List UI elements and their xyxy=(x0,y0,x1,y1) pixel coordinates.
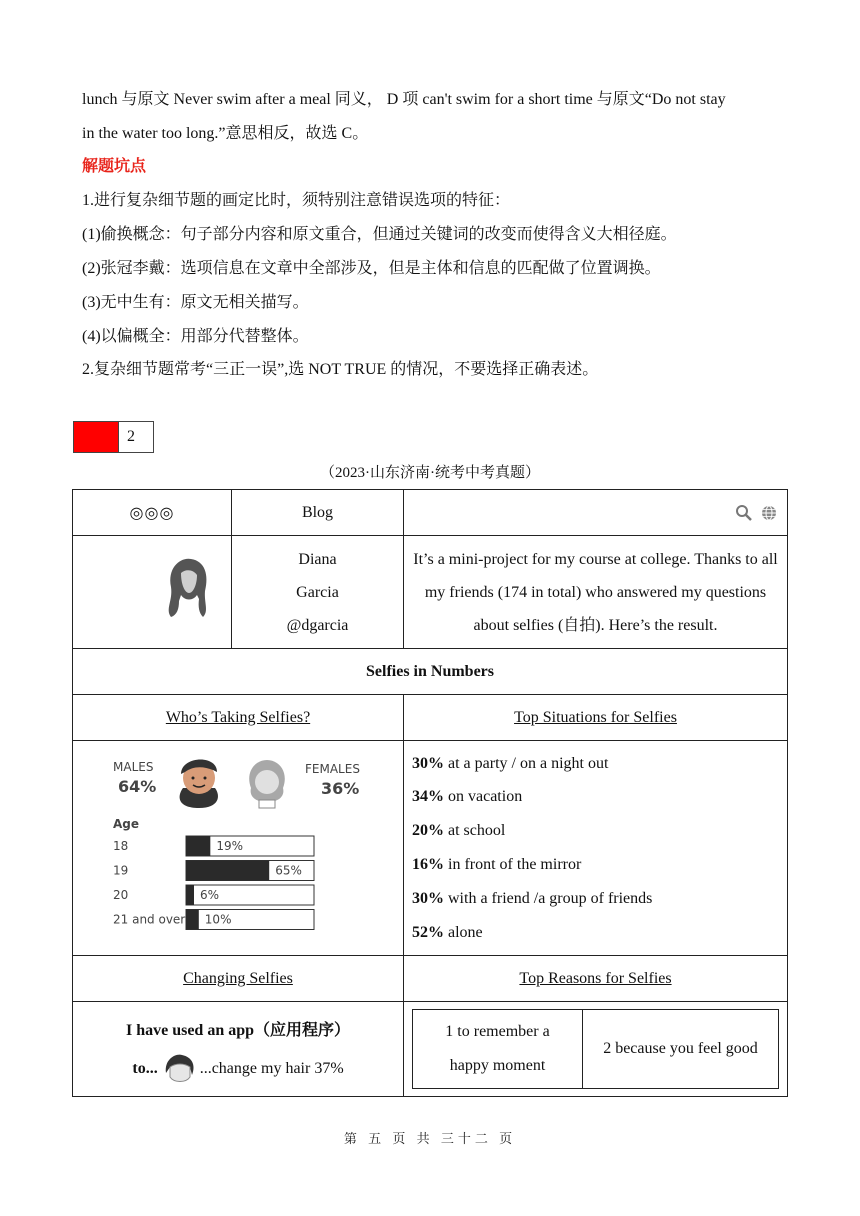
age-bar xyxy=(186,910,199,930)
question-number: 2 xyxy=(119,421,154,453)
age-bar-value-label: 6% xyxy=(200,888,220,902)
question-source: （2023·山东济南·统考中考真题） xyxy=(320,465,540,481)
females-label: FEMALES xyxy=(305,762,360,776)
age-bar xyxy=(186,861,269,881)
age-bar-value-label: 65% xyxy=(275,863,302,878)
males-value: 64% xyxy=(118,777,157,796)
situation-item: 34% on vacation xyxy=(412,788,523,806)
profile-handle[interactable]: @dgarcia xyxy=(286,616,349,634)
profile-name-cell xyxy=(232,536,404,649)
question-number-box xyxy=(73,421,154,453)
reason-1: 1 to remember a happy moment xyxy=(413,1010,583,1089)
blog-table xyxy=(72,489,788,1097)
profile-avatar-cell xyxy=(73,536,232,649)
body-line: 2.复杂细节题常考“三正一误”,选 NOT TRUE 的情况，不要选择正确表述。 xyxy=(82,361,599,378)
who-title: Who’s Taking Selfies? xyxy=(73,695,404,741)
profile-last-name: Garcia xyxy=(296,583,339,601)
age-bar-value-label: 10% xyxy=(204,912,232,927)
blog-title: Blog xyxy=(232,490,404,536)
section-title: Selfies in Numbers xyxy=(73,649,788,695)
age-category-label: 20 xyxy=(113,888,129,902)
situations-list xyxy=(404,741,788,956)
reasons-cell xyxy=(404,1002,788,1097)
changing-app-line: I have used an app（应用程序） xyxy=(125,1022,351,1039)
females-value: 36% xyxy=(321,779,360,798)
gender-age-cell xyxy=(73,741,404,956)
section-heading: 解题坑点 xyxy=(82,158,147,175)
changing-cell xyxy=(73,1002,404,1097)
age-category-label: 19 xyxy=(113,863,129,878)
age-label: Age xyxy=(113,817,140,831)
body-line: (1)偷换概念：句子部分内容和原文重合，但通过关键词的改变而使得含义大相径庭。 xyxy=(82,226,677,243)
changing-to: to... xyxy=(132,1060,158,1077)
male-icon xyxy=(180,759,218,808)
reasons-table xyxy=(412,1009,779,1089)
situation-item: 52% alone xyxy=(412,923,483,941)
body-line: (2)张冠李戴：选项信息在文章中全部涉及，但是主体和信息的匹配做了位置调换。 xyxy=(82,260,661,277)
situation-item: 30% with a friend /a group of friends xyxy=(412,889,653,907)
males-label: MALES xyxy=(113,760,154,774)
age-category-label: 18 xyxy=(113,839,129,853)
reasons-title: Top Reasons for Selfies xyxy=(404,956,788,1002)
age-category-label: 21 and over xyxy=(113,912,186,927)
window-dots: ◎◎◎ xyxy=(73,490,232,536)
hair-icon xyxy=(162,1053,196,1085)
age-bar xyxy=(186,836,210,856)
body-line: (3)无中生有：原文无相关描写。 xyxy=(82,294,309,311)
situation-item: 16% in front of the mirror xyxy=(412,856,582,873)
changing-hair-line xyxy=(73,1051,403,1087)
changing-title: Changing Selfies xyxy=(73,956,404,1002)
age-bar xyxy=(186,885,194,905)
profile-first-name: Diana xyxy=(298,550,337,568)
body-line: (4)以偏概全：用部分代替整体。 xyxy=(82,328,309,345)
body-line: in the water too long.”意思相反，故选 C。 xyxy=(82,125,369,142)
changing-rest: ...change my hair 37% xyxy=(199,1060,344,1077)
situation-item: 20% at school xyxy=(412,822,506,840)
situations-title: Top Situations for Selfies xyxy=(404,695,788,741)
question-marker xyxy=(73,421,119,453)
age-bar-chart xyxy=(113,836,314,930)
search-icon[interactable] xyxy=(735,504,753,522)
avatar xyxy=(157,555,217,625)
situation-item: 30% at a party / on a night out xyxy=(412,754,609,772)
age-bar-value-label: 19% xyxy=(216,839,243,853)
gender-age-infographic xyxy=(73,742,403,954)
globe-icon[interactable] xyxy=(761,505,777,521)
page-footer: 第 五 页 共 三十二 页 xyxy=(343,1131,517,1146)
blog-toolbar xyxy=(404,490,788,536)
reason-2: 2 because you feel good xyxy=(583,1010,779,1089)
body-line: lunch 与原文 Never swim after a meal 同义， D 项 can't swim for a short time 与原文“Do not stay xyxy=(82,91,726,108)
body-line: 1.进行复杂细节题的画定比时，须特别注意错误选项的特征： xyxy=(82,192,511,209)
blog-intro: It’s a mini-project for my course at college. Thanks to all my friends (174 in total) who answered my questions about selfies (自拍). Here’s the result. xyxy=(404,536,788,649)
female-icon xyxy=(249,760,285,808)
